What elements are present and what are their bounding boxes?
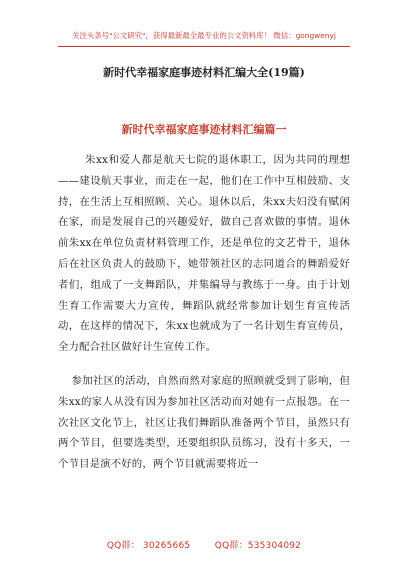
header-banner-text: 关注头条号"公文研究"，获得最新最全最专业的公文资料库！ 微信：gongwenyj — [72, 31, 336, 40]
header-divider — [58, 46, 350, 47]
section-title: 新时代幸福家庭事迹材料汇编篇一 — [121, 123, 287, 136]
paragraph: 参加社区的活动，自然而然对家庭的照顾就受到了影响，但朱xx的家人从没有因为参加社区活动而对她有一点报怨。在一次社区文化节上，社区让我们舞蹈队准备两个节目，虽然只有两个节目，但要选类型，还要组织队员练习，没有十多天，一个节目是演不好的，两个节目就需要将近一 — [58, 374, 350, 471]
document-body — [58, 150, 350, 475]
paragraph: 朱xx和爱人都是航天七院的退休职工，因为共同的理想——建设航天事业，而走在一起，他们在工作中互相鼓励、支持，在生活上互相照顾、关心。退休以后，朱xx夫妇没有赋闲在家，而是发展自己的兴趣爱好，做自己喜欢做的事情。退休前朱xx在单位负责材料管理工作，还是单位的文艺骨干，退休后在社区负责人的鼓励下，她带领社区的志同道合的舞蹈爱好者们，组成了一支舞蹈队，并集编导与教练于一身。由于计划生育工作需要大力宣传，舞蹈队就经常参加计划生育宣传活动，在这样的情况下，朱xx也就成为了一名计划生育宣传员，全力配合社区做好计生宣传工作。 — [58, 154, 350, 354]
document-title: 新时代幸福家庭事迹材料汇编大全(19篇) — [103, 66, 305, 79]
footer-qq-groups: QQ群： 30265665 QQ群：535304092 — [106, 541, 302, 551]
